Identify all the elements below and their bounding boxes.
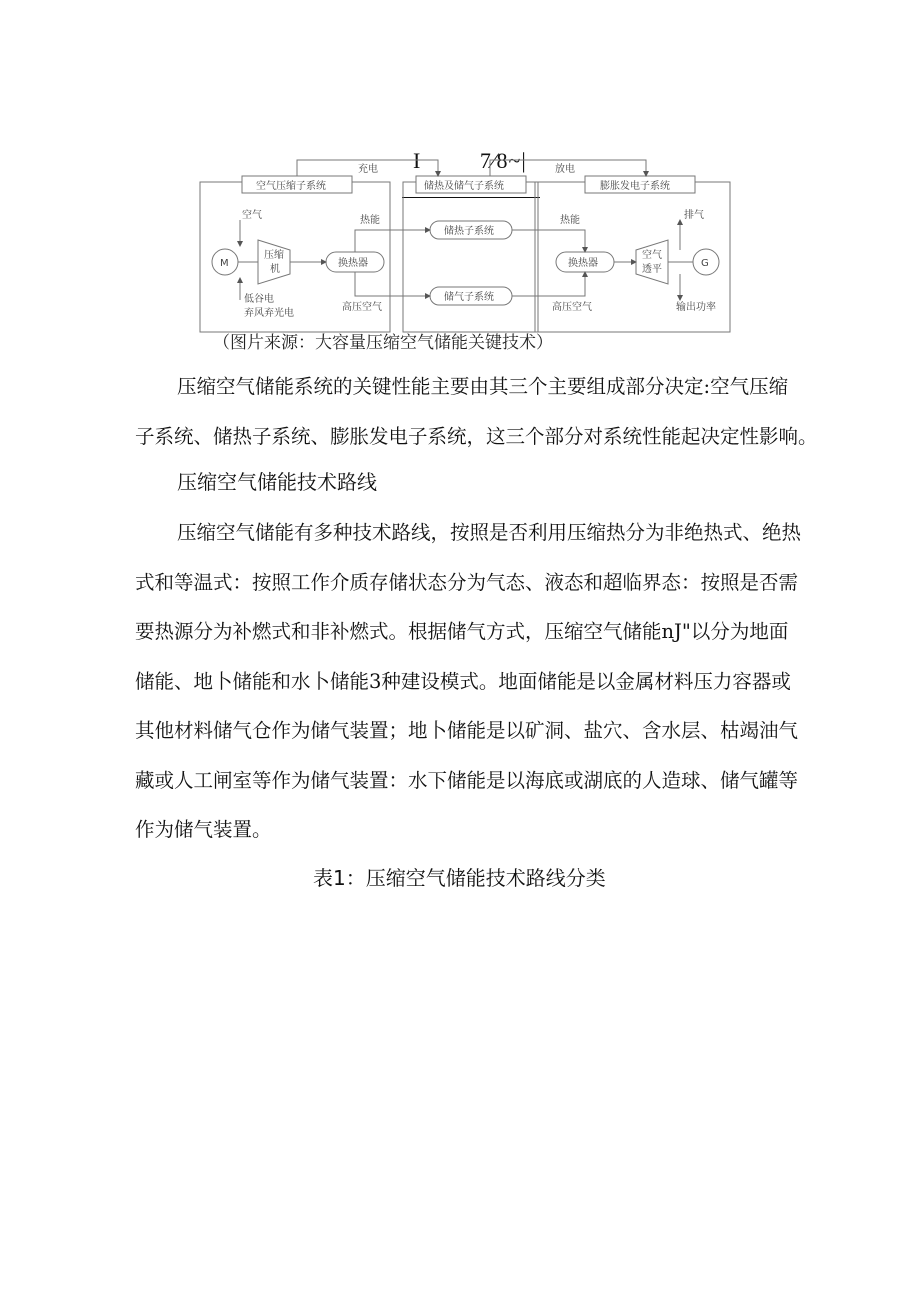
charge-label: 充电	[358, 164, 378, 175]
paragraph-2-line: 储能、地卜储能和水卜储能3种建设模式。地面储能是以金属材料压力容器或	[135, 669, 791, 693]
air-label: 空气	[242, 210, 262, 221]
storage-subsystem-label: 储热及储气子系统	[424, 181, 504, 192]
paragraph-1-line: 压缩空气储能系统的关键性能主要由其三个主要组成部分决定:空气压缩	[177, 375, 789, 398]
discharge-label: 放电	[555, 164, 575, 175]
paragraph-1	[135, 362, 818, 461]
paragraph-2-line: 其他材料储气仓作为储气装置；地卜储能是以矿洞、盐穴、含水层、枯竭油气	[135, 719, 799, 742]
paragraph-1-line: 子系统、储热子系统、膨胀发电子系统，这三个部分对系统性能起决定性影响。	[135, 424, 818, 448]
motor-label: M	[220, 258, 229, 269]
paragraph-2-line: 压缩空气储能有多种技术路线，按照是否利用压缩热分为非绝热式、绝热	[177, 521, 802, 544]
turbine-label-2: 透平	[642, 264, 662, 275]
turbine-shape	[636, 240, 668, 284]
low-valley-label-1: 低谷电	[244, 294, 274, 305]
thermal-storage-label: 储热子系统	[444, 226, 494, 237]
section-heading: 压缩空气储能技术路线	[177, 470, 377, 494]
compressor-label-1: 压缩	[264, 250, 284, 261]
high-pressure-air-right-label: 高压空气	[552, 302, 592, 313]
paragraph-2-line: 要热源分为补燃式和非补燃式。根据储气方式，压缩空气储能nJ"以分为地面	[135, 620, 789, 643]
garbled-figure-title-text: I 7⁄8~|	[413, 148, 527, 173]
high-pressure-air-left-label: 高压空气	[342, 302, 382, 313]
gas-storage-label: 储气子系统	[444, 292, 494, 303]
heat-exchanger-right-label: 换热器	[568, 258, 598, 269]
generator-label: G	[701, 258, 709, 269]
output-power-label: 输出功率	[676, 302, 716, 313]
compressor-shape	[258, 240, 290, 284]
paragraph-2-line: 作为储气装置。	[135, 818, 272, 841]
exhaust-label: 排气	[684, 210, 704, 221]
paragraph-2	[135, 508, 815, 855]
system-diagram	[190, 150, 740, 335]
heat-energy-left-label: 热能	[360, 215, 380, 226]
heat-exchanger-left-label: 换热器	[338, 258, 368, 269]
storage-subsystem-box	[403, 182, 538, 332]
paragraph-2-line: 藏或人工闸室等作为储气装置：水下储能是以海底或湖底的人造球、储气罐等	[135, 768, 799, 792]
low-valley-label-2: 弃风弃光电	[244, 308, 294, 319]
turbine-label-1: 空气	[642, 250, 662, 261]
compressor-label-2: 机	[270, 264, 280, 275]
table-title: 表1：压缩空气储能技术路线分类	[313, 866, 606, 890]
compression-subsystem-label: 空气压缩子系统	[256, 181, 326, 192]
figure-caption: （图片来源：大容量压缩空气储能关键技术）	[213, 333, 553, 353]
paragraph-2-line: 式和等温式：按照工作介质存储状态分为气态、液态和超临界态：按照是否需	[135, 570, 799, 594]
expansion-subsystem-label: 膨胀发电子系统	[600, 181, 670, 192]
heat-energy-right-label: 热能	[560, 215, 580, 226]
